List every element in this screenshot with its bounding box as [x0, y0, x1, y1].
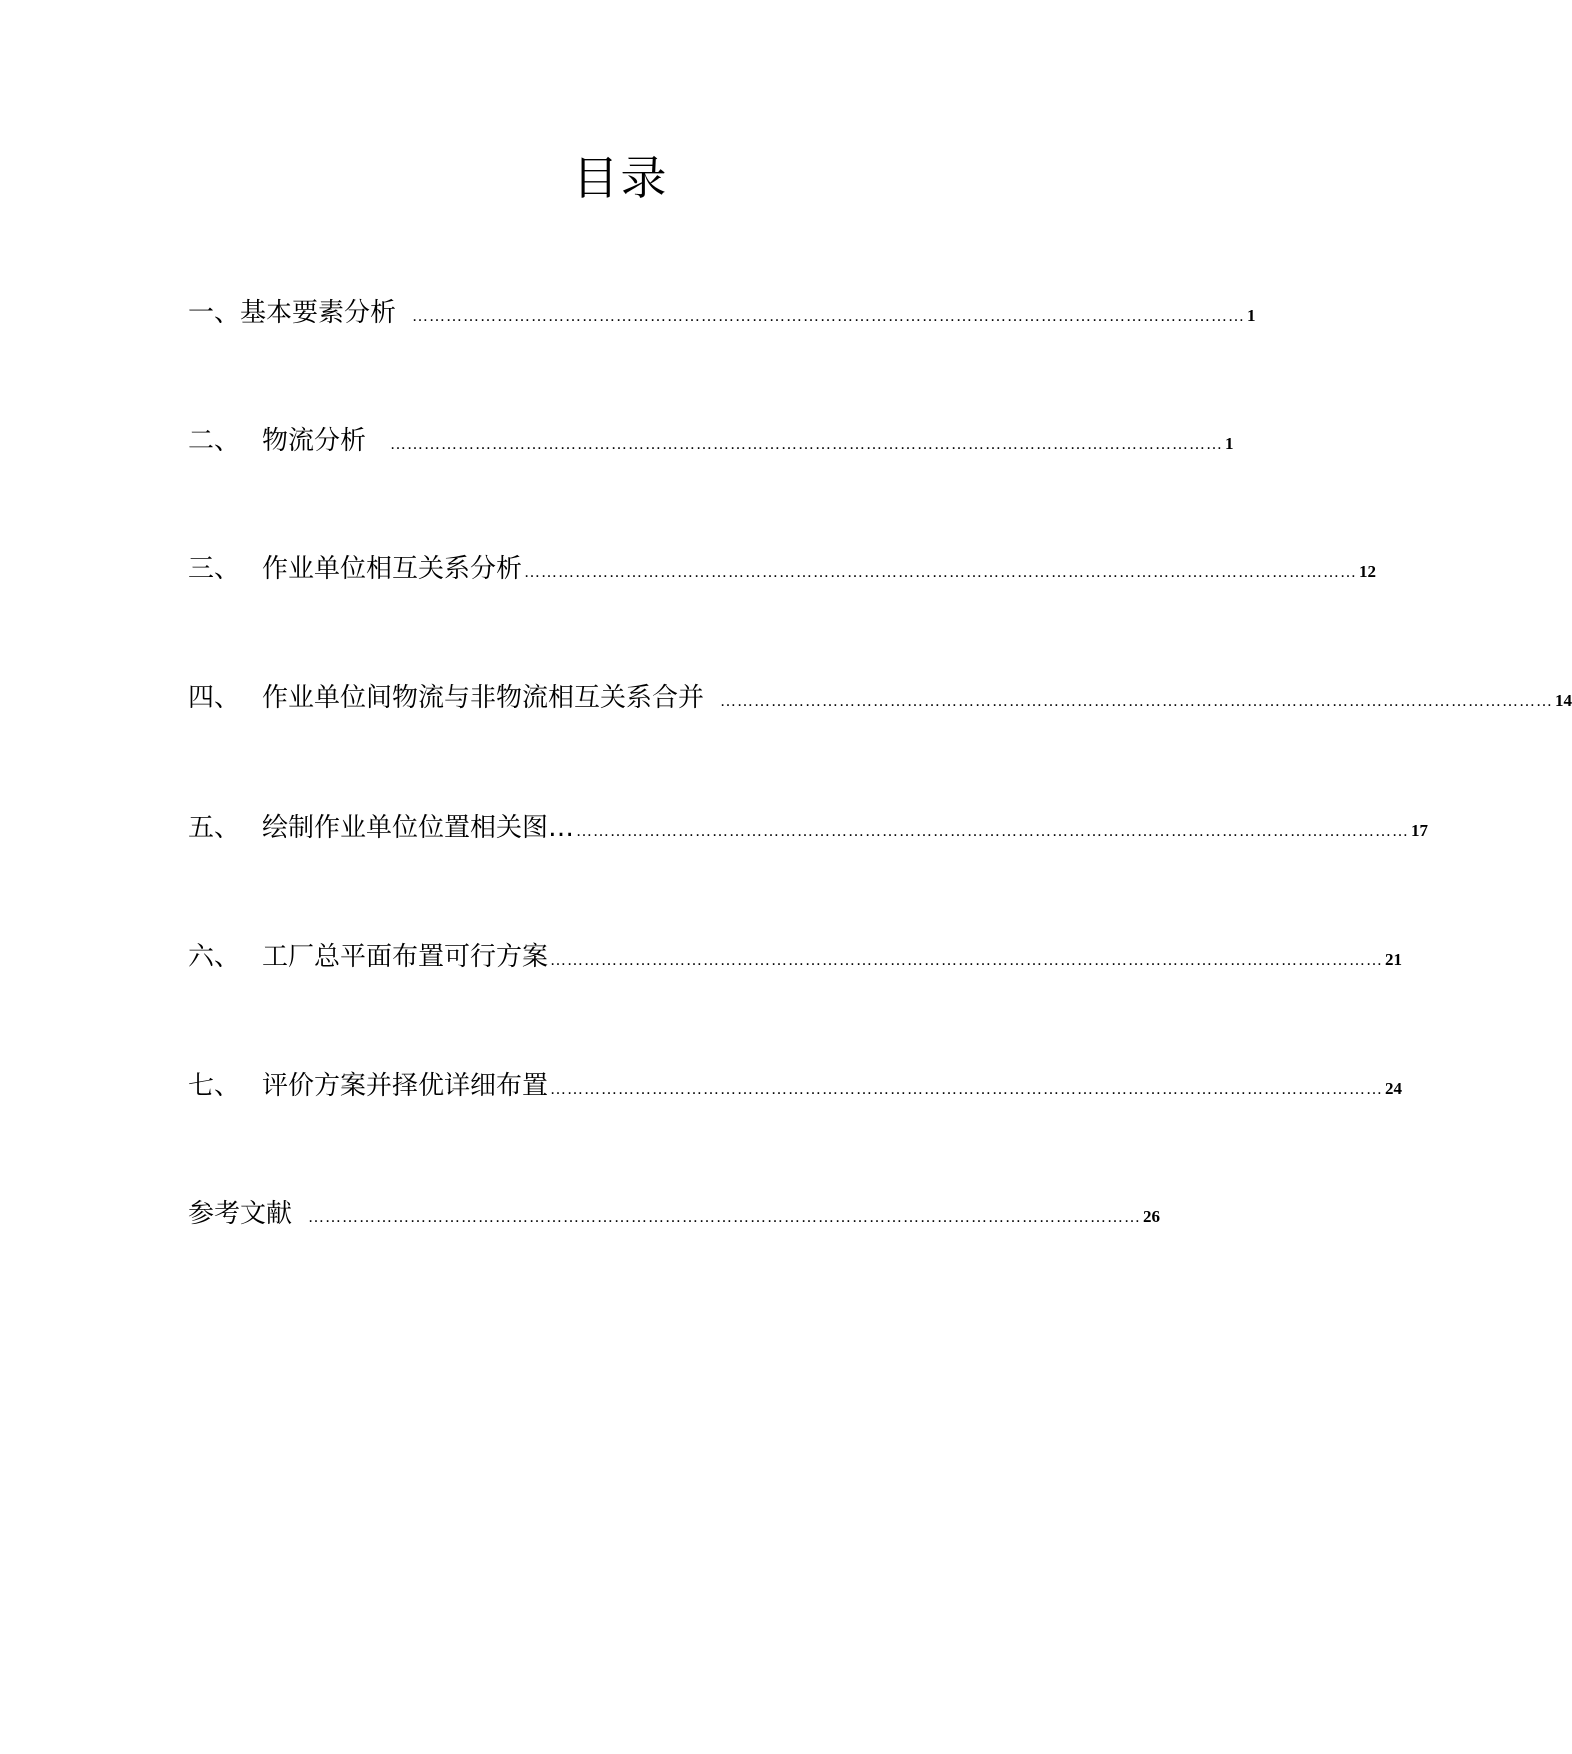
- toc-entry-title: 基本要素分析: [240, 298, 397, 328]
- toc-entry-number: 三、: [188, 554, 241, 584]
- toc-entry[interactable]: [188, 293, 1256, 333]
- toc-entry-title: 作业单位相互关系分析: [262, 554, 523, 584]
- toc-entry-title: 物流分析: [262, 426, 367, 456]
- toc-leader-dots: …………………………………………………………………………………………………………………………………: [524, 564, 1358, 581]
- toc-entry-page: 12: [1359, 562, 1377, 581]
- toc-entry-title: 参考文献: [188, 1199, 293, 1229]
- toc-entry[interactable]: [188, 937, 1403, 977]
- toc-entry-title: 绘制作业单位位置相关图…: [262, 813, 575, 843]
- toc-entry-number: 七、: [188, 1071, 241, 1101]
- toc-entry[interactable]: [188, 1066, 1403, 1106]
- toc-entry-page: 1: [1225, 434, 1234, 453]
- toc-entry-page: 21: [1385, 950, 1403, 969]
- toc-entry-page: 24: [1385, 1079, 1403, 1098]
- toc-leader-dots: …………………………………………………………………………………………………………………………………: [412, 308, 1246, 325]
- toc-entry-title: 作业单位间物流与非物流相互关系合并: [262, 683, 705, 713]
- toc-entry-number: 四、: [188, 683, 241, 713]
- toc-entry-number: 一、: [188, 298, 241, 328]
- toc-entry[interactable]: [188, 421, 1234, 461]
- toc-entry-page: 26: [1143, 1207, 1161, 1226]
- toc-leader-dots: …………………………………………………………………………………………………………………………………: [550, 952, 1384, 969]
- toc-entry-page: 1: [1247, 306, 1256, 325]
- toc-leader-dots: …………………………………………………………………………………………………………………………………: [720, 693, 1554, 710]
- toc-entry[interactable]: [188, 808, 1429, 848]
- toc-entry-page: 14: [1555, 691, 1572, 710]
- toc-entry[interactable]: [188, 678, 1572, 718]
- toc-entry-title: 工厂总平面布置可行方案: [262, 942, 549, 972]
- toc-entry[interactable]: [188, 549, 1377, 589]
- toc-entry-title: 评价方案并择优详细布置: [262, 1071, 549, 1101]
- toc-leader-dots: …………………………………………………………………………………………………………………………………: [576, 823, 1410, 840]
- toc-leader-dots: …………………………………………………………………………………………………………………………………: [308, 1209, 1142, 1226]
- toc-leader-dots: …………………………………………………………………………………………………………………………………: [550, 1081, 1384, 1098]
- toc-entry-number: 五、: [188, 813, 241, 843]
- toc-entry-number: 六、: [188, 942, 241, 972]
- page-title: 目录: [572, 151, 669, 205]
- toc-entry-number: 二、: [188, 426, 241, 456]
- toc-entry[interactable]: [188, 1194, 1161, 1234]
- toc-leader-dots: …………………………………………………………………………………………………………………………………: [390, 436, 1224, 453]
- toc-entry-page: 17: [1411, 821, 1429, 840]
